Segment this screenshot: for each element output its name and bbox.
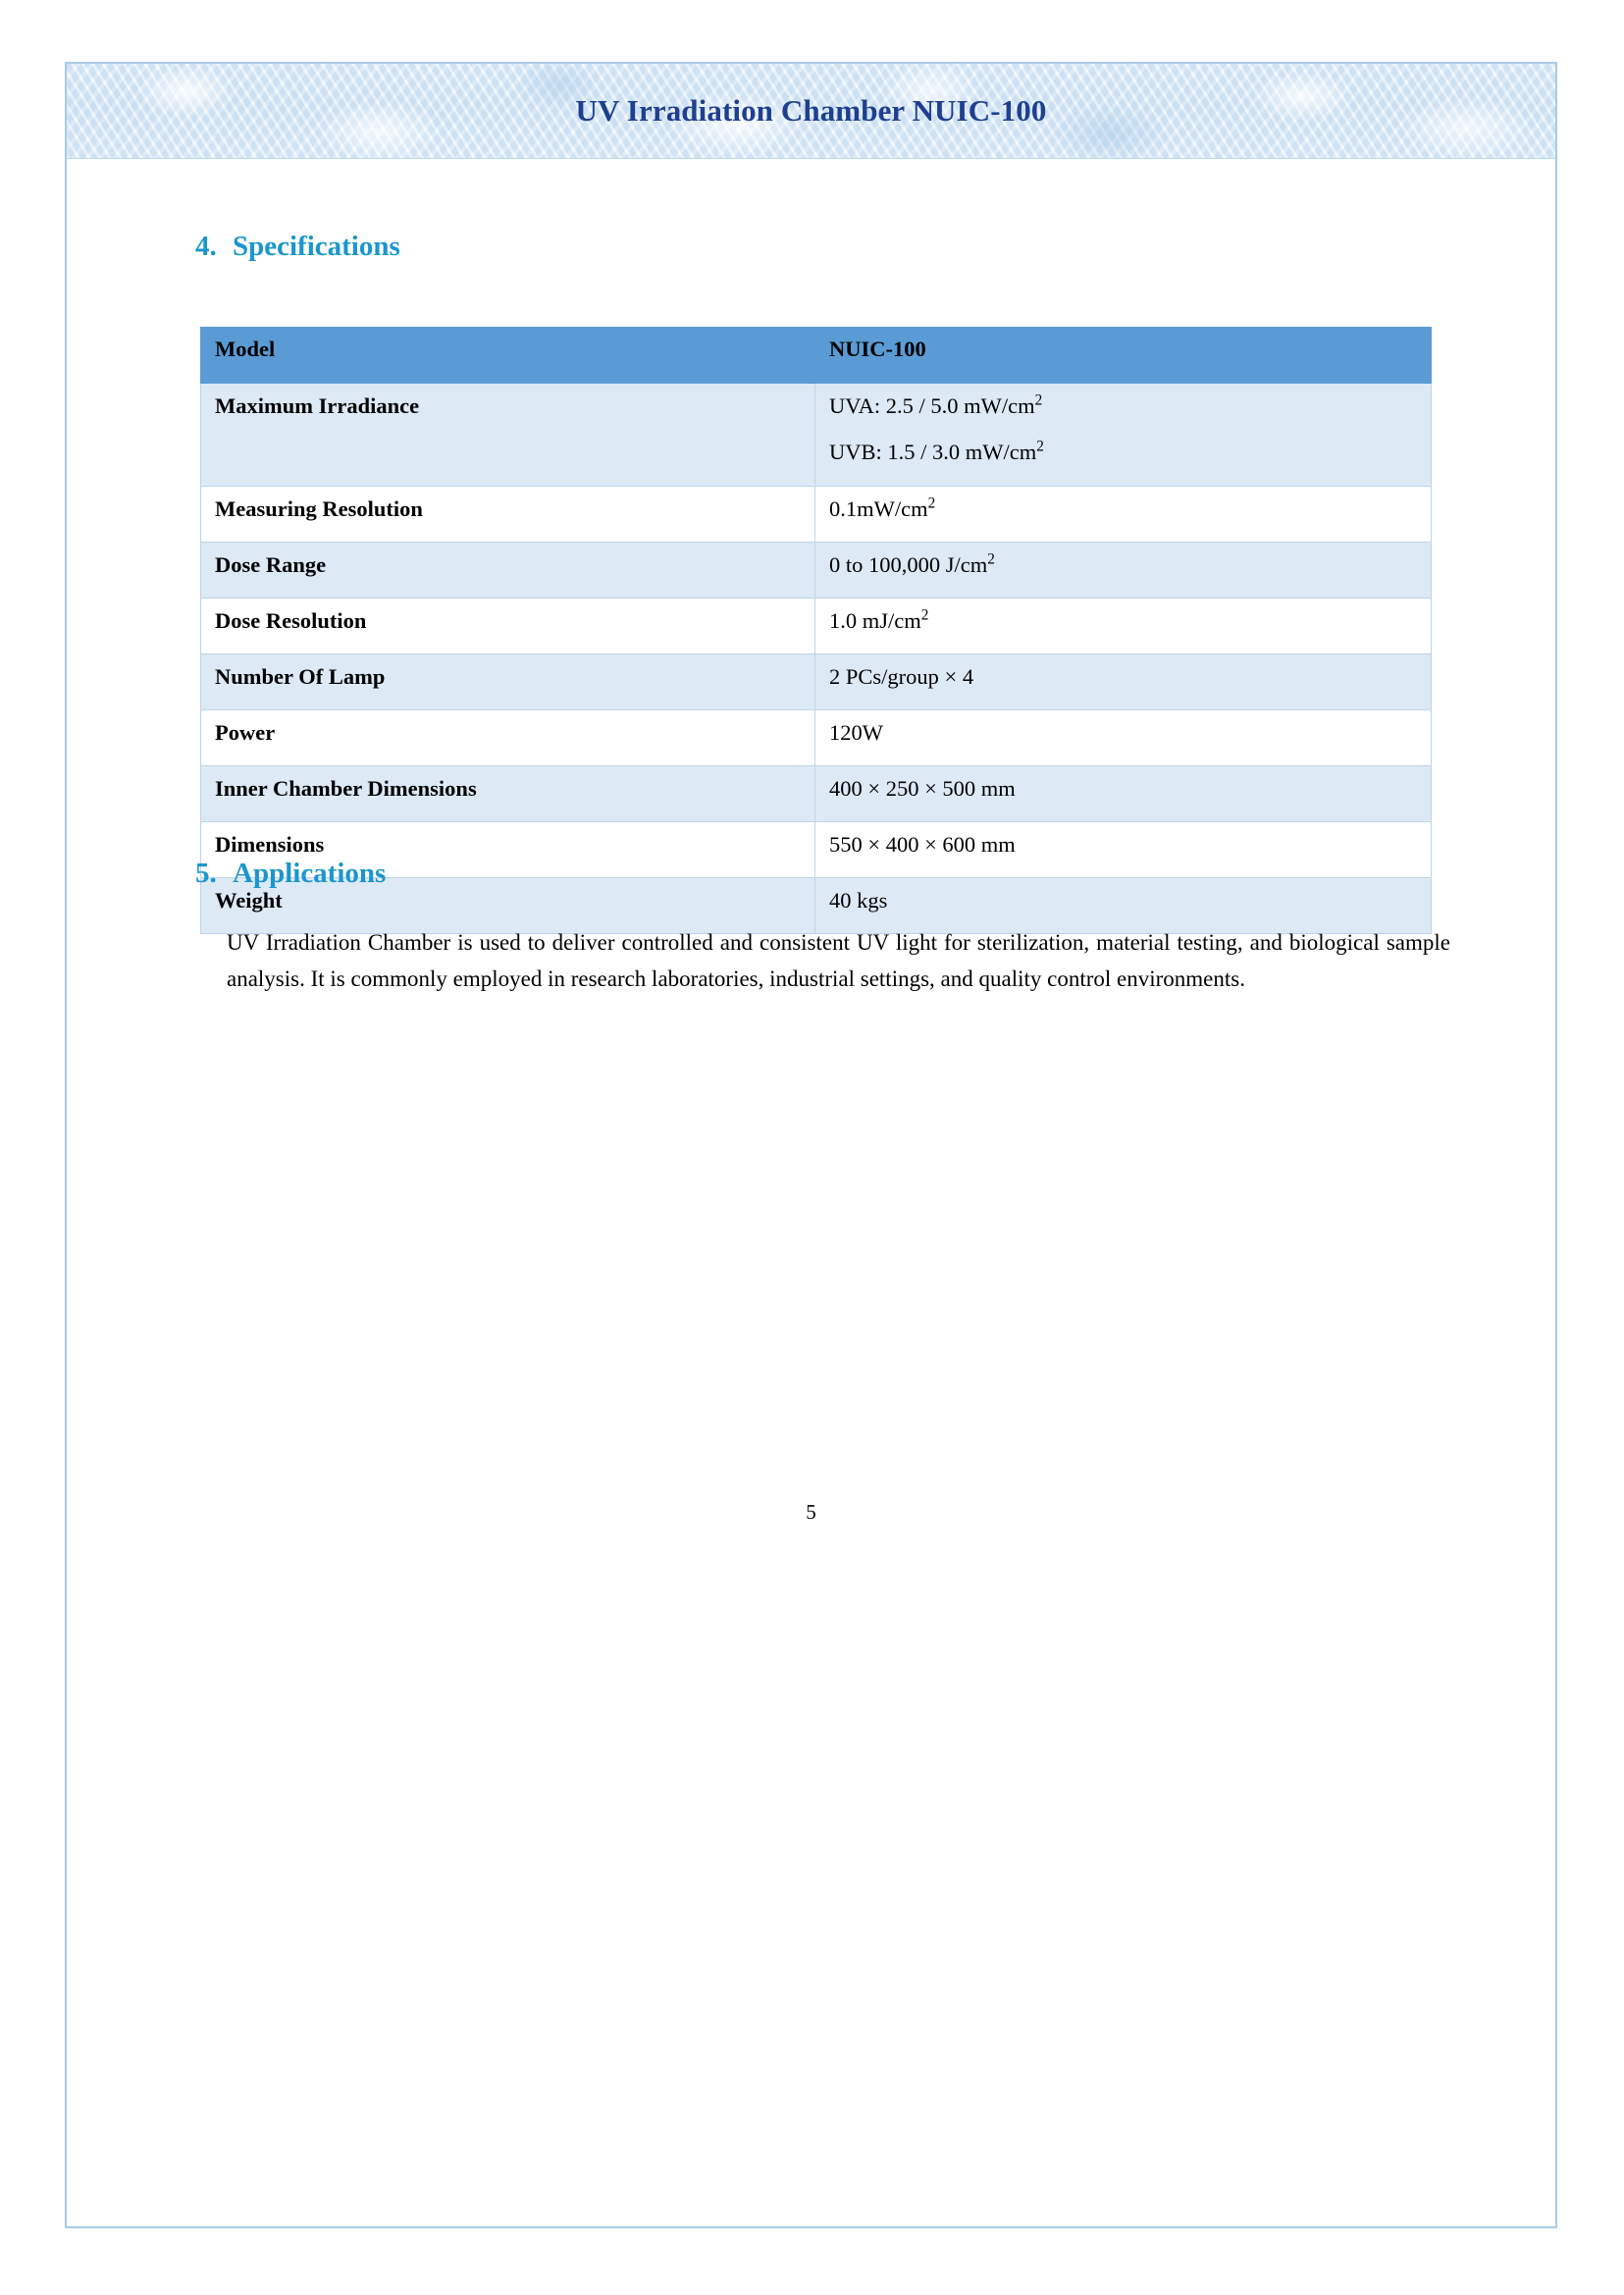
table-header-cell-label: Model [201,328,815,384]
table-body [201,384,1432,934]
table-head [201,328,1432,384]
section-heading-applications [195,858,882,890]
table-header-cell-value: NUIC-100 [815,328,1432,384]
table-cell-label: Number Of Lamp [201,654,815,710]
table-cell-value [815,766,1432,822]
table-row [201,543,1432,599]
table-cell-value [815,543,1432,599]
section-number: 5. [195,858,217,889]
page-header-banner [67,64,1555,159]
table-cell-value [815,710,1432,766]
table-row [201,384,1432,487]
table-cell-value [815,822,1432,878]
page-content [67,158,1555,2226]
page-number: 5 [806,1500,816,1524]
table-cell-value-line: UVB: 1.5 / 3.0 $mW/cm^2$ [829,438,1044,464]
table-cell-value [815,384,1432,487]
table-cell-value-line: 0 to 100,000 $J/cm^2$ [829,550,995,577]
table-row [201,487,1432,543]
table-header-row [201,328,1432,384]
section-title: Applications [233,858,387,889]
table-cell-value-line: 2 PCs/group × 4 [829,664,974,689]
table-cell-label: Inner Chamber Dimensions [201,766,815,822]
superscript: 2 [927,495,936,512]
table-cell-value-line: 120W [829,720,883,745]
superscript: 2 [1036,438,1044,455]
section-title: Specifications [233,231,400,262]
superscript: 2 [1034,391,1043,409]
table-cell-value-line: UVA: 2.5 / 5.0 $mW/cm^2$ [829,391,1043,418]
table-cell-value [815,487,1432,543]
superscript: 2 [920,606,929,624]
table-row [201,599,1432,654]
section-heading-specifications [195,231,882,263]
specifications-table [200,327,1432,934]
table-cell-value [815,599,1432,654]
page-frame [65,62,1557,2228]
table-row [201,710,1432,766]
table-row [201,654,1432,710]
table-cell-value-line: $0.1mW/cm^2$ [829,495,936,521]
table-cell-label: Maximum Irradiance [201,384,815,487]
table-cell-value [815,654,1432,710]
table-cell-value-line: 40 kgs [829,888,888,913]
document-title: UV Irradiation Chamber NUIC-100 [575,93,1047,128]
section-number: 4. [195,231,217,262]
table-cell-label: Weight [201,878,815,934]
table-cell-label: Power [201,710,815,766]
table-cell-value-line: 400 × 250 × 500 mm [829,776,1016,801]
superscript: 2 [987,550,995,568]
table-cell-value-line: 1.0 $mJ/cm^2$ [829,606,929,633]
table-cell-label: Dimensions [201,822,815,878]
table-row [201,766,1432,822]
table-cell-label: Measuring Resolution [201,487,815,543]
table-cell-value-line: 550 × 400 × 600 mm [829,832,1016,857]
applications-body-text: UV Irradiation Chamber is used to deliver controlled and consistent UV light for sterilization, material testing, and biological sample analysis. It is commonly employed in research laboratories, industrial settings, and quality control environments. [227,930,1450,992]
table-cell-label: Dose Range [201,543,815,599]
table-cell-label: Dose Resolution [201,599,815,654]
